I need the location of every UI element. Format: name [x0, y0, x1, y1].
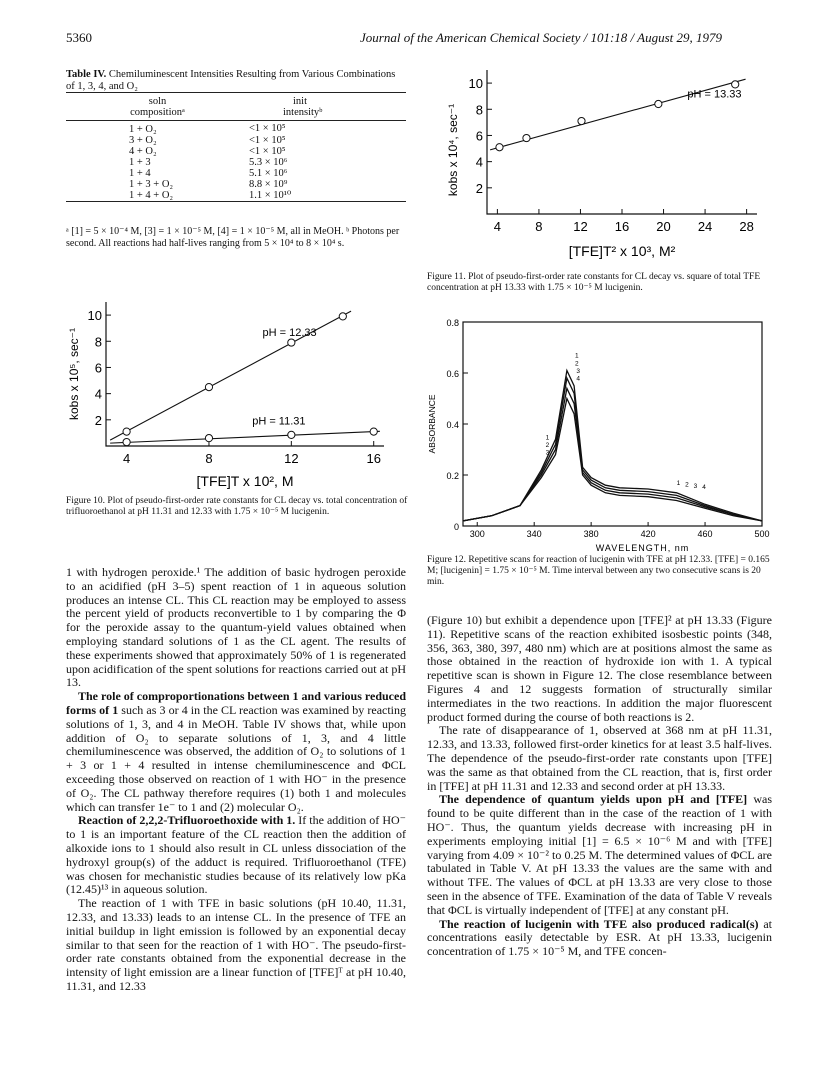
spectrum-scan-3 [463, 375, 762, 521]
series-label-ph11: pH = 11.31 [252, 415, 306, 428]
data-point [523, 134, 530, 141]
y-tick-label: 4 [94, 386, 102, 402]
y-tick-label: 0.8 [446, 318, 459, 328]
table-row [66, 146, 406, 157]
table-row [66, 190, 406, 202]
journal-header: Journal of the American Chemical Society / 101:18 / August 29, 1979 [360, 30, 723, 45]
table-title [66, 69, 406, 93]
y-tick-label: 0 [453, 522, 459, 532]
paragraph-text: If the addition of HO⁻ to 1 is an important feature of the CL reaction then the addition of alkoxide ions to 1 should also result in CL unless dissociation of the hydroxyl group(s) of the adduct is required. Trifluoroethanol (TFE) was chosen for mechanistic studies because of its relatively low pKa (12.45)¹³ in aqueous solution. [66, 813, 406, 897]
x-tick-label: 12 [284, 451, 299, 466]
y-tick-label: 6 [94, 360, 102, 376]
figure-11 [427, 66, 772, 268]
table-row [66, 168, 406, 179]
cell-composition: 1 + 4 [129, 168, 151, 179]
col-head-intensity-l1: init [293, 96, 308, 107]
x-tick-label: 380 [583, 529, 599, 539]
x-tick-label: 300 [469, 529, 485, 539]
figure-11-caption: Figure 11. Plot of pseudo-first-order rate constants for CL decay vs. square of total TFE concentration at pH 13.33 with 1.75 × 10⁻⁵ M lucigenin. [427, 272, 761, 293]
paragraph-text: (Figure 10) but exhibit a dependence upon [TFE]² at pH 13.33 (Figure 11). Repetitive scans of the reaction exhibited isosbestic points (348, 356, 363, 380, 397, 480 nm) which are at positions almost the same as those obtained in the reaction of hydroxide ion with 1. A typical repetitive scan is shown in Figure 12. The close resemblance between Figures 4 and 12 suggests formation of structurally similar intermediates in the two reactions. In addition the major fluorescent product formed during the course of both reactions is 2. [427, 613, 772, 724]
data-point [205, 435, 212, 442]
paragraph-heading: The reaction of lucigenin with TFE also produced radical(s) [439, 916, 759, 931]
paragraph-text: such as 3 or 4 in the CL reaction was examined by reacting solutions of 1, 3, and 4 in MeOH. Table IV shows that, while upon addition of O₂ to separate solutions of 1, 3, and 4 little chemiluminescence was observed, the addition of O₂ to solutions of 1 + 3 or 1 + 4 resulted in intense chemiluminescence and ΦCL exceeding those observed on reaction of 1 with HO⁻ in the presence of O₂. The CL pathway therefore requires (1) both 1 and molecules which can transfer 1e⁻ to 1 and (2) molecular O₂. [66, 702, 407, 814]
y-tick-label: 6 [475, 128, 483, 144]
table-header-row [66, 93, 406, 121]
scan-label: 2 [685, 481, 689, 489]
paragraph-heading: The dependence of quantum yields upon pH and [TFE] [439, 792, 748, 807]
cell-intensity: <1 × 10⁵ [249, 135, 286, 146]
page-number: 5360 [66, 30, 92, 45]
table-row [66, 157, 406, 168]
cell-composition: 1 + 4 + O₂ [129, 190, 174, 201]
paragraph-text: The rate of disappearance of 1, observed at 368 nm at pH 11.31, 12.33, and 13.33, followed first-order kinetics for at least 3.5 half-lives. The dependence of the pseudo-first-order rate constants upon [TFE] was the same as that obtained from the CL reaction, that is, first order in [TFE] at pH 11.31 and 12.33 and second order at pH 13.33. [427, 723, 772, 793]
x-tick-label: 8 [205, 451, 213, 466]
y-tick-label: 4 [475, 154, 483, 170]
body-column-right [427, 614, 772, 959]
scan-label: 3 [693, 482, 698, 490]
data-point [732, 81, 739, 88]
table-label: Table IV. [66, 69, 107, 80]
scan-label: 1 [676, 480, 681, 488]
data-point [205, 383, 212, 390]
series-label-ph13: pH = 13.33 [687, 88, 742, 101]
cell-intensity: 8.8 × 10⁹ [249, 179, 288, 190]
paragraph [427, 793, 772, 917]
col-head-intensity-l2: intensityᵇ [283, 107, 323, 118]
cell-composition: 4 + O₂ [129, 146, 157, 157]
cell-intensity: 5.1 × 10⁶ [249, 168, 288, 179]
y-tick-label: 0.6 [446, 369, 459, 379]
paragraph [66, 897, 406, 994]
x-tick-label: 4 [493, 219, 502, 234]
y-tick-label: 0.2 [446, 471, 459, 481]
x-tick-label: 16 [614, 219, 630, 234]
x-tick-label: 24 [697, 219, 713, 234]
spectrum-scan-2 [463, 388, 762, 521]
plot-frame [106, 302, 384, 446]
data-point [339, 313, 346, 320]
y-tick-label: 2 [94, 412, 102, 428]
fit-line-ph11 [110, 431, 380, 443]
scan-label: 1 [574, 352, 579, 360]
y-tick-label: 8 [94, 334, 102, 350]
col-head-composition-l2: compositionᵃ [130, 107, 185, 118]
y-tick-label: 10 [468, 76, 483, 92]
x-tick-label: 500 [754, 529, 770, 539]
y-axis-label: ABSORBANCE [427, 394, 437, 454]
x-axis-label: WAVELENGTH, nm [595, 543, 690, 553]
paragraph [427, 918, 772, 959]
scan-label: 3 [545, 449, 550, 457]
paragraph-text: 1 with hydrogen peroxide.¹ The addition of basic hydrogen peroxide to an acidified (pH 3–5) spent reaction of 1 in aqueous solution produces an intense CL. This CL reaction may be employed to assess the percent yield of products reconvertible to 1 by comparing the Φ for the peroxide assay to the quantum-yield values obtained when employing standard solutions of 1 as the CL agent. The results of these experiments showed that approximately 50% of 1 is regenerated upon acidification of the spent solutions for reactions carried out at pH 13. [66, 565, 406, 690]
scan-label: 1 [545, 434, 550, 442]
y-tick-label: 2 [475, 180, 483, 196]
plot-frame [463, 322, 762, 526]
table-title-text: Chemiluminescent Intensities Resulting from Various Combinations of 1, 3, 4, and O₂ [66, 69, 396, 92]
cell-intensity: 5.3 × 10⁶ [249, 157, 288, 168]
x-tick-label: 28 [739, 219, 754, 234]
col-head-composition-l1: soln [148, 96, 167, 107]
x-tick-label: 340 [526, 529, 542, 539]
y-axis-label: kobs x 10⁴, sec⁻¹ [446, 103, 460, 197]
cell-intensity: <1 × 10⁵ [249, 122, 286, 134]
data-point [655, 100, 662, 107]
cell-composition: 1 + 3 + O₂ [129, 179, 174, 190]
data-point [288, 431, 295, 438]
x-tick-label: 16 [366, 451, 381, 466]
y-tick-label: 0.4 [446, 420, 459, 430]
paragraph-heading: Reaction of 2,2,2-Trifluoroethoxide with 1. [78, 813, 296, 828]
scan-label: 4 [702, 484, 706, 492]
cell-composition: 1 + 3 [129, 157, 151, 168]
data-point [123, 438, 130, 445]
y-tick-label: 8 [475, 102, 483, 118]
paragraph [66, 690, 406, 814]
figure-12-caption: Figure 12. Repetitive scans for reaction of lucigenin with TFE at pH 12.33. [TFE] = 0.165 M; [lucigenin] = 1.75 × 10⁻⁵ M. Time interval between any two consecutive scans is 20 min. [427, 555, 770, 587]
paragraph [66, 566, 406, 690]
x-axis-label: [TFE]T² x 10³, M² [568, 243, 676, 259]
x-tick-label: 8 [535, 219, 543, 234]
x-tick-label: 420 [640, 529, 656, 539]
x-tick-label: 4 [122, 451, 131, 466]
figure-10 [66, 296, 411, 492]
figure-12 [427, 310, 772, 554]
table-row [66, 135, 406, 146]
paragraph [427, 614, 772, 724]
paragraph-text: was found to be quite different than in the case of the reaction of 1 with HO⁻. Thus, the quantum yields decrease with increasing pH in experiments employing initial [1] = 6.5 × 10⁻⁶ M and with [TFE] varying from 4.09 × 10⁻² to 0.25 M. The determined values of ΦCL are tabulated in Table V. At pH 13.33 the values are the same with and without TFE. The values of ΦCL at pH 13.33 are very close to those seen in the absence of TFE. Examination of the data of Table V reveals that ΦCL is virtually independent of [TFE] at any constant pH. [427, 792, 772, 917]
table-iv [66, 92, 406, 202]
scan-label: 2 [574, 360, 579, 368]
spectrum-scan-4 [463, 371, 762, 521]
series-label-ph12: pH = 12.33 [262, 327, 317, 340]
col-head-composition [66, 93, 249, 121]
x-tick-label: 12 [573, 219, 588, 234]
figure-10-caption: Figure 10. Plot of pseudo-first-order rate constants for CL decay vs. total concentration of trifluoroethanol at pH 11.31 and 12.33 with 1.75 × 10⁻⁵ M lucigenin. [66, 496, 408, 517]
cell-intensity: 1.1 × 10¹⁰ [249, 190, 292, 201]
spectrum-scan-1 [463, 399, 762, 521]
paragraph-text: The reaction of 1 with TFE in basic solutions (pH 10.40, 11.31, 12.33, and 13.33) leads to an intense CL. In the presence of TFE an initial buildup in light emission is followed by an exponential decay similar to that seen for the reaction of 1 with HO⁻. The pseudo-first-order rate constants obtained from the exponential decrease in the intensity of light emission are a linear function of [TFE]ᵀ at pH 10.40, 11.31, and 12.33 [66, 896, 406, 993]
data-point [370, 428, 377, 435]
table-body [66, 121, 406, 202]
cell-intensity: <1 × 10⁵ [249, 146, 286, 157]
data-point [496, 144, 503, 151]
data-point [123, 428, 130, 435]
y-axis-label: kobs x 10⁵, sec⁻¹ [67, 327, 81, 421]
x-tick-label: 20 [656, 219, 671, 234]
table-footnote: ᵃ [1] = 5 × 10⁻⁴ M, [3] = 1 × 10⁻⁵ M, [4] = 1 × 10⁻⁵ M, all in MeOH. ᵇ Photons per second. All reactions had half-lives ranging from 5 × 10⁴ to 8 × 10⁴ s. [66, 226, 400, 249]
data-point [288, 339, 295, 346]
cell-composition: 3 + O₂ [129, 135, 157, 146]
paragraph-heading: The role of comproportionations between 1 and various reduced forms of 1 [66, 689, 407, 717]
cell-composition: 1 + O₂ [129, 124, 157, 135]
data-point [578, 117, 585, 124]
col-head-intensity [249, 93, 406, 121]
x-axis-label: [TFE]T x 10², M [196, 473, 294, 489]
scan-label: 3 [576, 368, 580, 375]
paragraph-text: at concentrations easily detectable by ESR. At pH 13.33, lucigenin concentration of 1.75 × 10⁻⁵ M, and TFE concen- [427, 916, 772, 959]
y-tick-label: 10 [87, 308, 102, 324]
scan-label: 2 [545, 441, 550, 449]
scan-label: 4 [576, 375, 580, 383]
table-row [66, 121, 406, 136]
paragraph [66, 814, 406, 897]
paragraph [427, 724, 772, 793]
body-column-left [66, 566, 406, 994]
table-row [66, 179, 406, 190]
x-tick-label: 460 [697, 529, 713, 539]
